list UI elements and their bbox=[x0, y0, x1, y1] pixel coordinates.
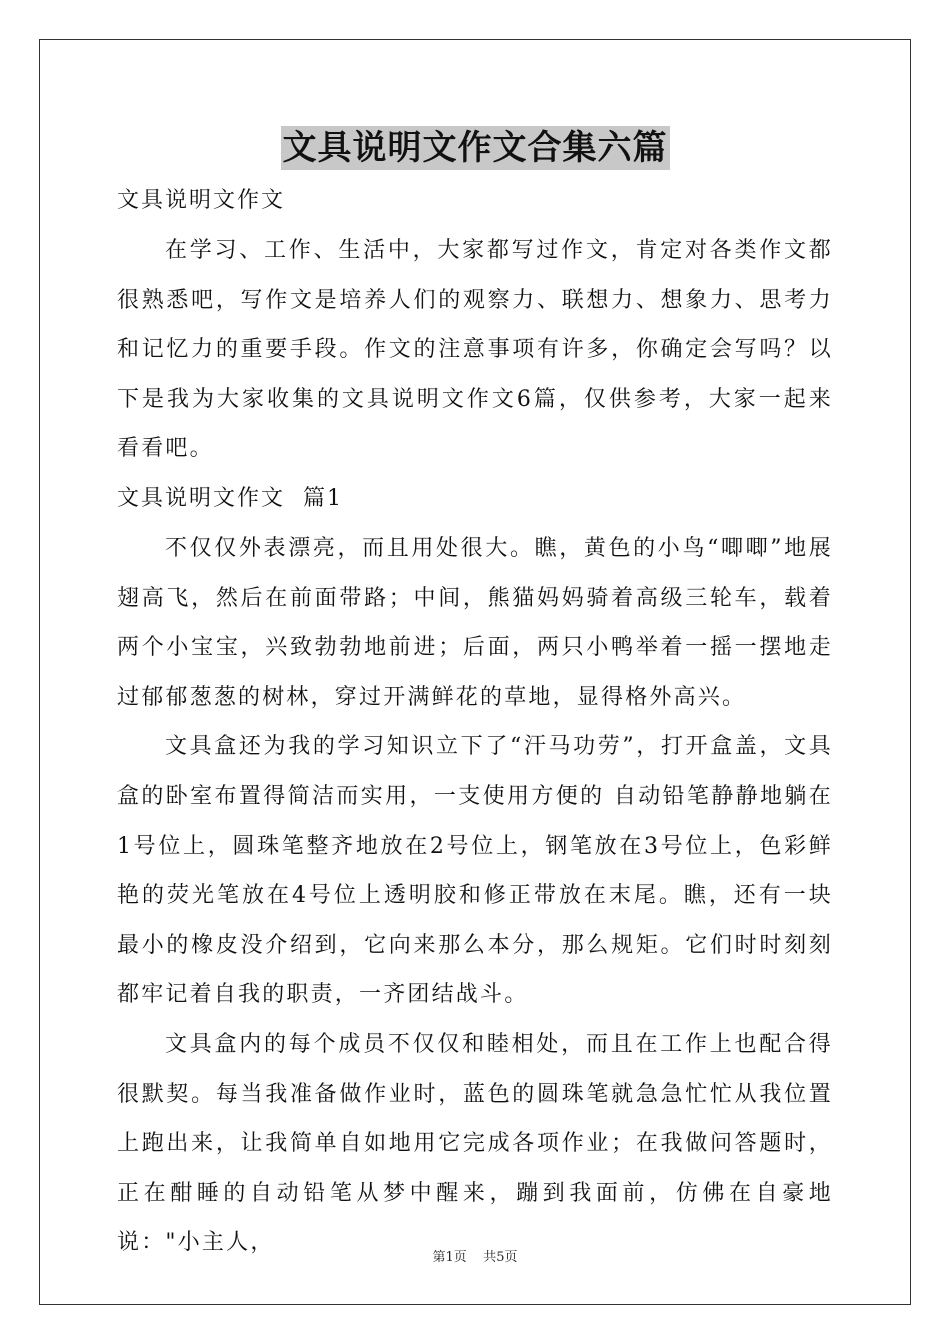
body-paragraph-3: 文具盒内的每个成员不仅仅和睦相处，而且在工作上也配合得很默契。每当我准备做作业时，蓝色的圆珠笔就急急忙忙从我位置上跑出来，让我简单自如地用它完成各项作业；在我做问答题时，正在酣睡的自动铅笔从梦中醒来，蹦到我面前，仿佛在自豪地说："小主人， bbox=[117, 1031, 833, 1256]
title-text: 文具说明文作文合集六篇 bbox=[282, 128, 668, 168]
document-title bbox=[117, 120, 833, 176]
body-paragraph-1: 不仅仅外表漂亮，而且用处很大。瞧，黄色的小鸟“唧唧”地展翅高飞，然后在前面带路；中间，熊猫妈妈骑着高级三轮车，载着两个小宝宝，兴致勃勃地前进；后面，两只小鸭举着一摇一摆地走过郁郁葱葱的树林，穿过开满鲜花的草地，显得格外高兴。 bbox=[117, 535, 833, 710]
intro-paragraph: 在学习、工作、生活中，大家都写过作文，肯定对各类作文都很熟悉吧，写作文是培养人们的观察力、联想力、想象力、思考力和记忆力的重要手段。作文的注意事项有许多，你确定会写吗？以下是我为大家收集的文具说明文作文6篇，仅供参考，大家一起来看看吧。 bbox=[117, 238, 833, 462]
subheading: 文具说明文作文 bbox=[117, 188, 286, 213]
body-paragraph-2: 文具盒还为我的学习知识立下了“汗马功劳”，打开盒盖，文具盒的卧室布置得简洁而实用，一支使用方便的 自动铅笔静静地躺在1号位上，圆珠笔整齐地放在2号位上，钢笔放在3号位上，色彩鲜艳的荧光笔放在4号位上透明胶和修正带放在末尾。瞧，还有一块最小的橡皮没介绍到，它向来那么本分，那么规矩。它们时时刻刻都牢记着自我的职责，一齐团结战斗。 bbox=[117, 734, 833, 1008]
page-footer: 第1页 共5页 bbox=[432, 1250, 518, 1265]
document-body bbox=[117, 120, 833, 1268]
section-heading: 文具说明文作文 篇1 bbox=[117, 485, 343, 511]
